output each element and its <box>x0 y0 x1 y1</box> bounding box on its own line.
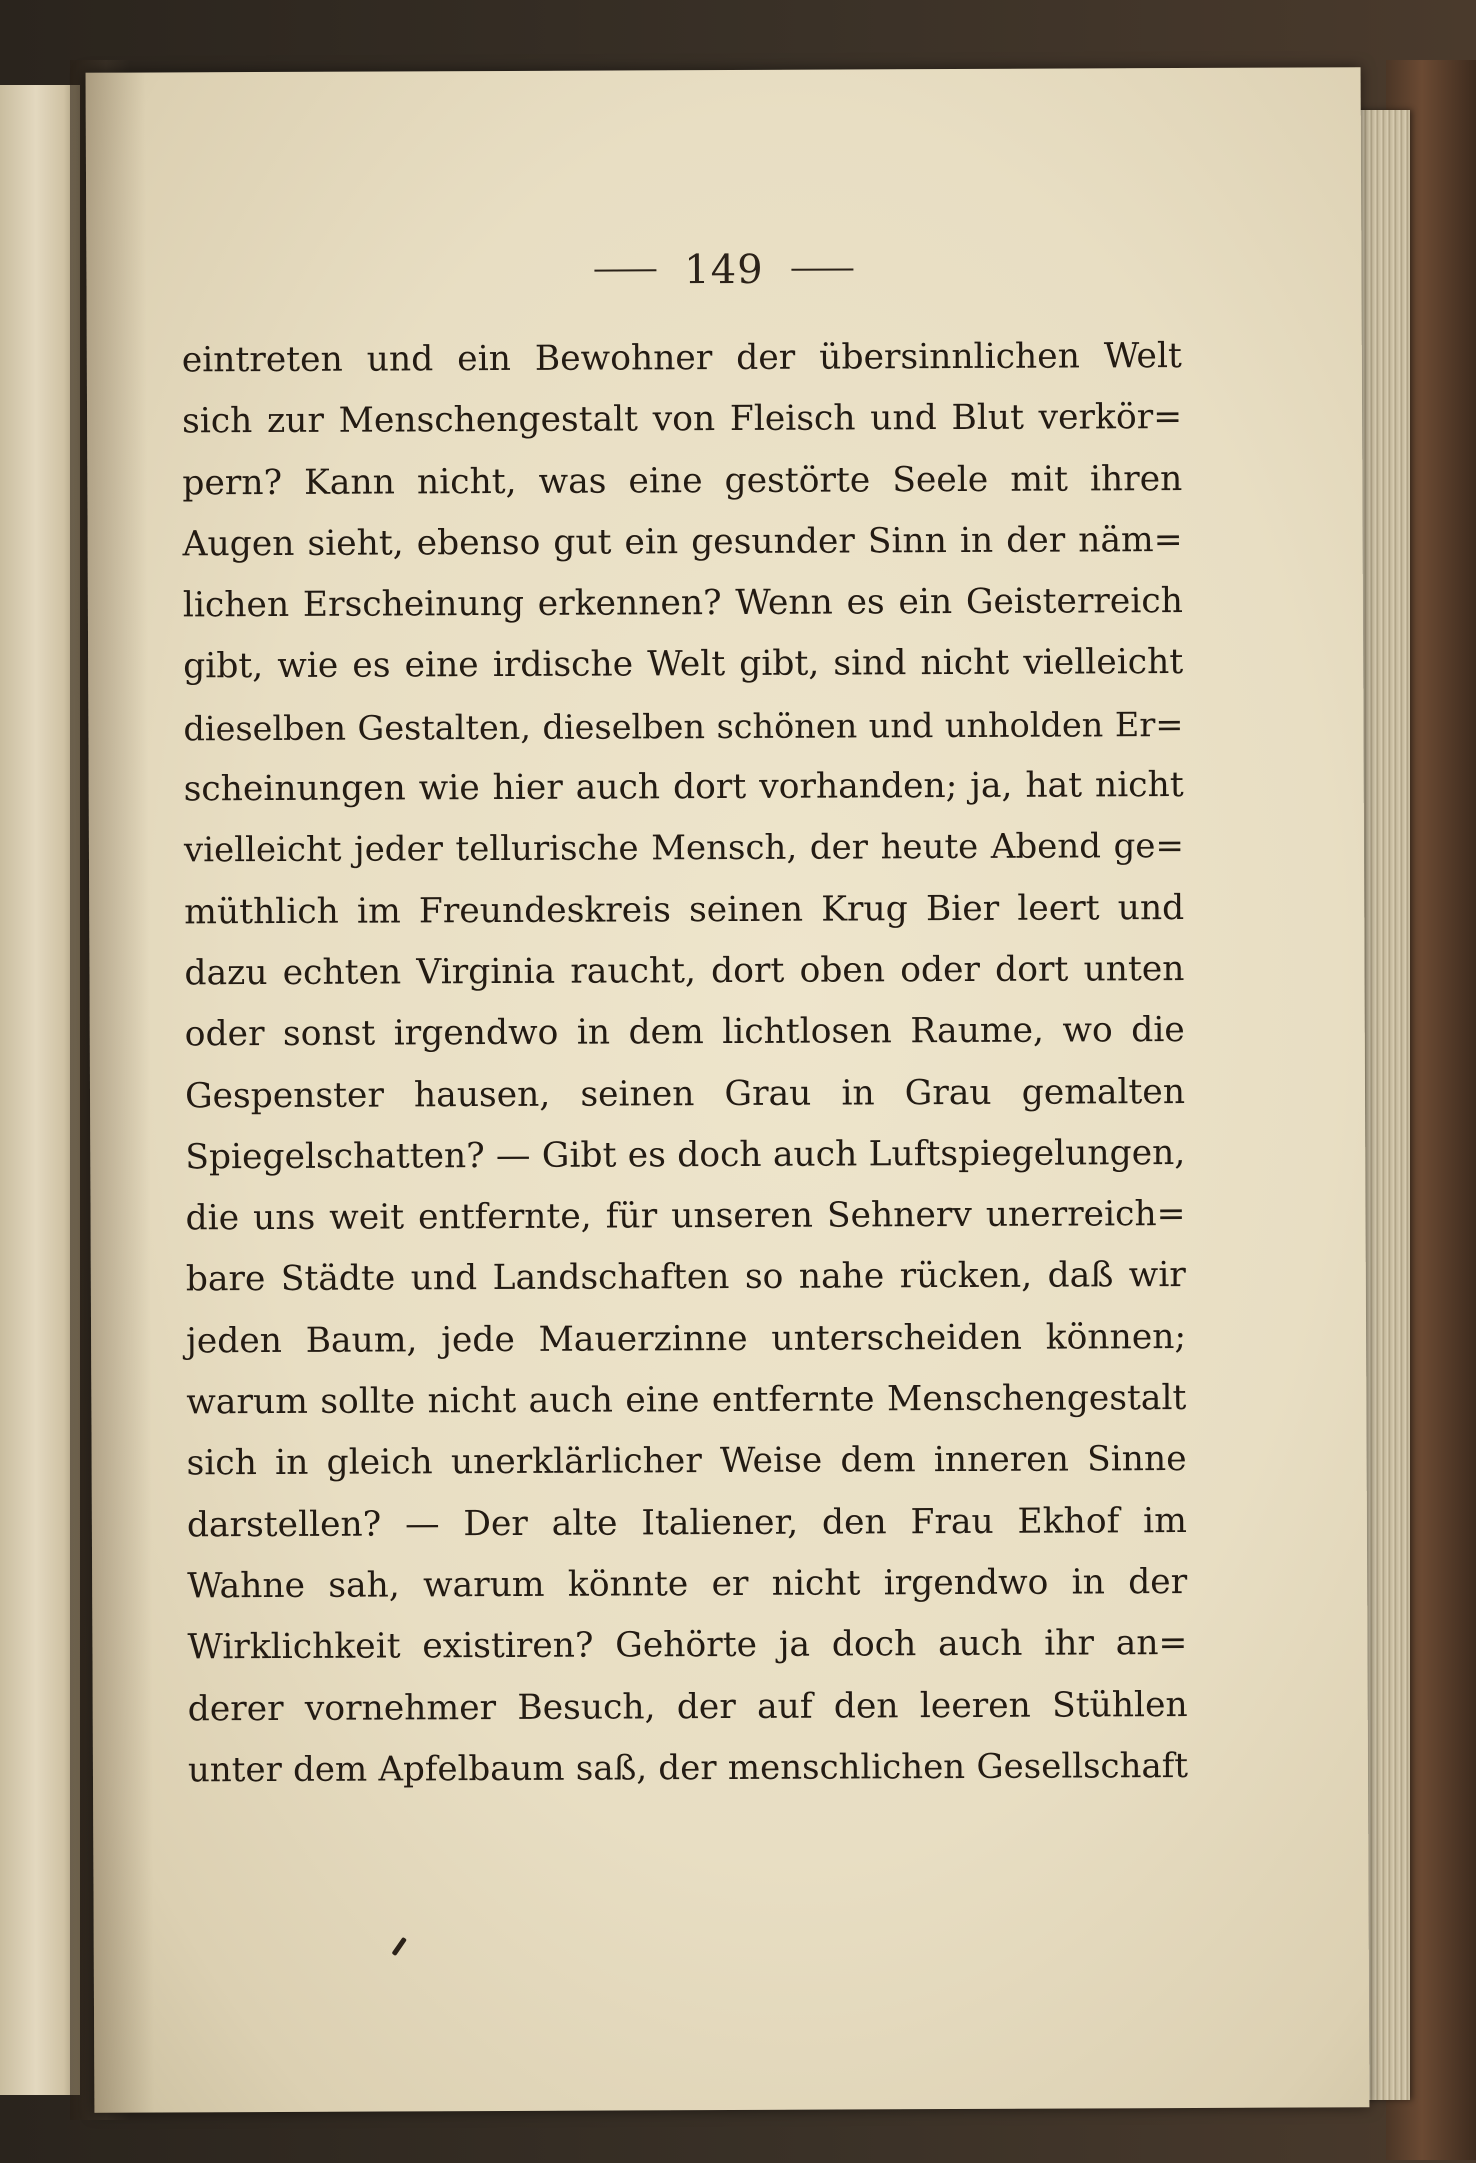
text-line: müthlich im Freundeskreis seinen Krug Bier leert und <box>184 887 1185 933</box>
text-line: Augen sieht, ebenso gut ein gesunder Sinn in der näm= <box>182 519 1183 565</box>
text-line: die uns weit entfernte, für unseren Sehnerv unerreich= <box>185 1194 1186 1239</box>
text-line: pern? Kann nicht, was eine gestörte Seele mit ihren <box>182 458 1183 503</box>
text-line: gibt, wie es eine irdische Welt gibt, sind nicht vielleicht <box>183 642 1184 687</box>
text-line: lichen Erscheinung erkennen? Wenn es ein Geisterreich <box>182 581 1183 626</box>
text-line: unter dem Apfelbaum saß, der menschlichen Gesellschaft <box>187 1745 1189 1791</box>
text-line: eintreten und ein Bewohner der übersinnlichen Welt <box>181 336 1182 381</box>
text-line: darstellen? — Der alte Italiener, den Frau Ekhof im <box>186 1500 1187 1546</box>
text-line: Wirklichkeit existiren? Gehörte ja doch auch ihr an= <box>187 1623 1188 1668</box>
text-line: Spiegelschatten? — Gibt es doch auch Luftspiegelungen, <box>185 1132 1186 1178</box>
text-line: jeden Baum, jede Mauerzinne unterscheiden können; <box>186 1316 1187 1362</box>
text-line: oder sonst irgendwo in dem lichtlosen Raume, wo die <box>184 1010 1185 1055</box>
page-curve-shade <box>86 73 155 2113</box>
text-line: warum sollte nicht auch eine entfernte Menschengestalt <box>186 1378 1187 1423</box>
text-line: scheinungen wie hier auch dort vorhanden; ja, hat nicht <box>183 765 1184 810</box>
text-line: Wahne sah, warum könnte er nicht irgendwo in der <box>187 1561 1188 1607</box>
text-line: derer vornehmer Besuch, der auf den leeren Stühlen <box>187 1684 1188 1729</box>
pencil-mark <box>391 1937 407 1956</box>
text-line: Gespenster hausen, seinen Grau in Grau gemalten <box>184 1071 1186 1116</box>
book-page <box>86 67 1370 2113</box>
text-line: dazu echten Virginia raucht, dort oben oder dort unten <box>184 948 1185 994</box>
body-text <box>182 326 1188 1801</box>
left-dash <box>594 269 656 271</box>
text-line: bare Städte und Landschaften so nahe rücken, daß wir <box>185 1255 1186 1300</box>
running-head <box>86 227 1361 313</box>
page-number: 149 <box>684 246 764 294</box>
text-line: sich zur Menschengestalt von Fleisch und Blut verkör= <box>181 397 1183 442</box>
right-dash <box>792 268 854 270</box>
text-line: vielleicht jeder tellurische Mensch, der heute Abend ge= <box>183 826 1185 871</box>
text-line: sich in gleich unerklärlicher Weise dem inneren Sinne <box>186 1439 1187 1484</box>
text-line: dieselben Gestalten, dieselben schönen und unholden Er= <box>183 704 1184 749</box>
facing-page-edge <box>0 85 80 2095</box>
